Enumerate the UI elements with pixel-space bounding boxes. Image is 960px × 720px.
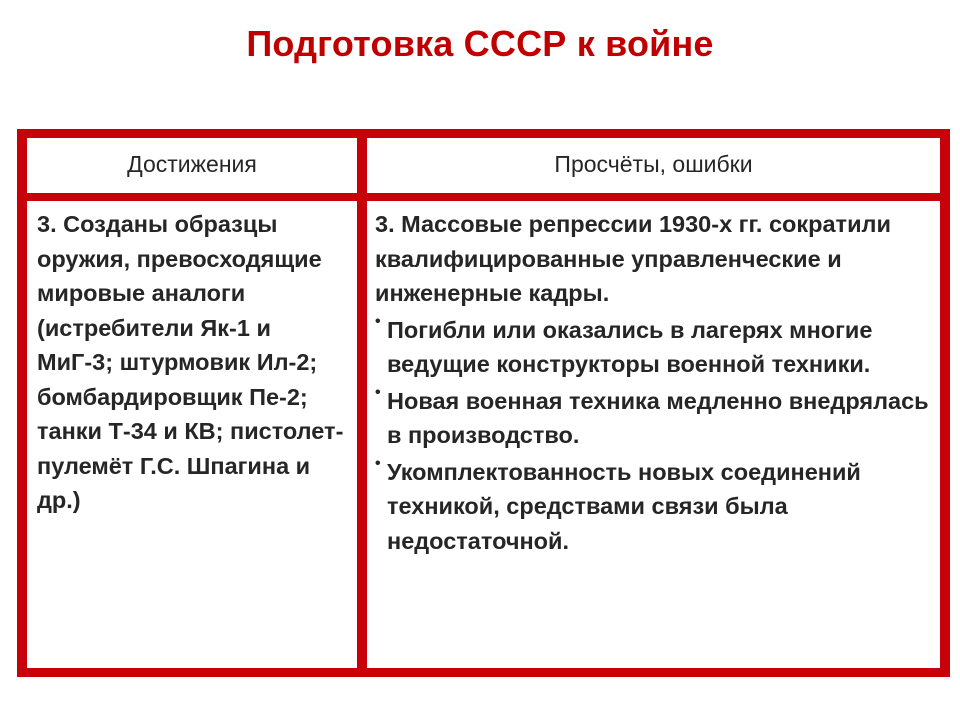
list-item bbox=[375, 384, 932, 453]
mistakes-intro: 3. Массовые репрессии 1930-х гг. сократили квалифицированные управленческие и инженерные кадры. bbox=[375, 211, 891, 306]
bullet-icon: • bbox=[375, 383, 381, 401]
page-title: Подготовка СССР к войне bbox=[246, 23, 714, 64]
mistakes-cell bbox=[367, 201, 940, 668]
bullet-icon: • bbox=[375, 454, 381, 472]
list-item-text: Новая военная техника медленно внедрялась в производство. bbox=[387, 387, 929, 448]
list-item-text: Укомплектованность новых соединений техникой, средствами связи была недостаточной. bbox=[387, 458, 861, 554]
list-item-text: Погибли или оказались в лагерях многие ведущие конструкторы военной техники. bbox=[387, 316, 873, 377]
header-achievements: Достижения bbox=[27, 138, 357, 193]
header-mistakes: Просчёты, ошибки bbox=[367, 138, 940, 193]
achievements-text: 3. Созданы образцы оружия, превосходящие мировые аналоги (истребители Як-1 и МиГ-3; штурмовик Ил-2; бомбардировщик Пе-2; танки Т-34 и КВ; пистолет-пулемёт Г.С. Шпагина и др.) bbox=[37, 211, 344, 513]
list-item bbox=[375, 455, 932, 559]
achievements-cell bbox=[27, 201, 357, 668]
bullet-icon: • bbox=[375, 312, 381, 330]
list-item bbox=[375, 313, 932, 382]
comparison-table bbox=[17, 129, 950, 677]
